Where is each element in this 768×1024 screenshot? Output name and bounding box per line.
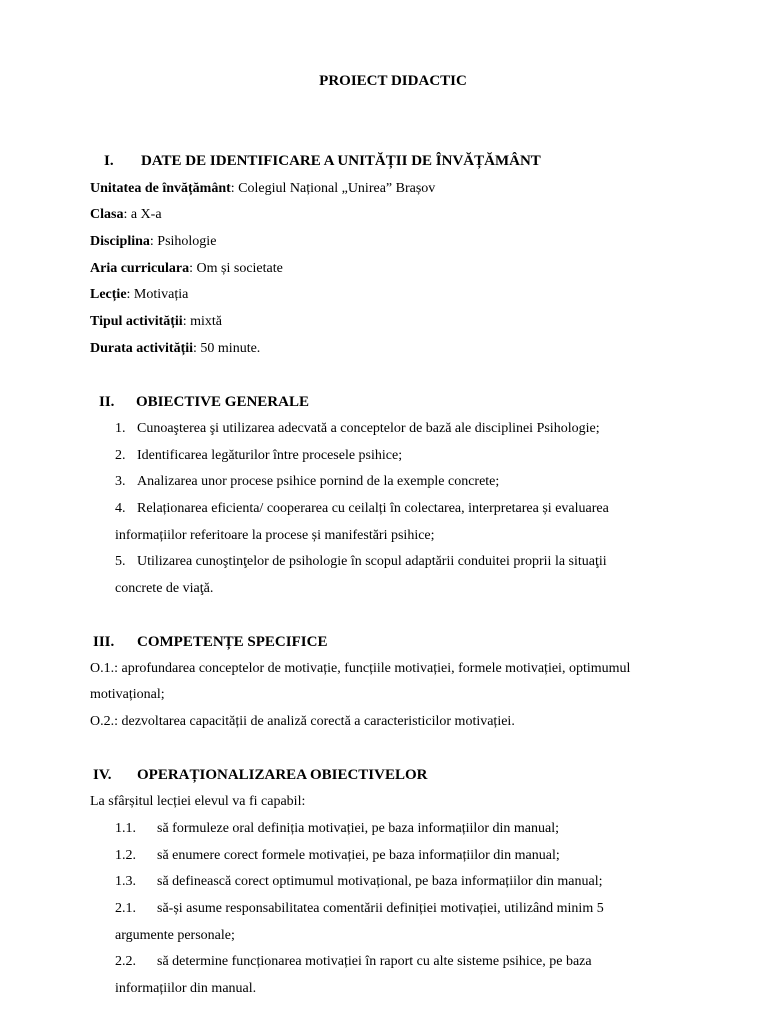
item-number: 1.3. [115, 874, 136, 889]
info-value: : mixtă [182, 314, 222, 329]
list-item [115, 901, 604, 917]
info-label: Durata activității [90, 341, 194, 356]
info-label: Unitatea de învățământ [90, 181, 231, 196]
item-number: 1.2. [115, 848, 136, 863]
section-number: III. [93, 634, 115, 650]
item-text: să enumere corect formele motivației, pe baza informațiilor din manual; [157, 848, 560, 863]
info-row-lectie [90, 287, 188, 303]
list-item-continuation: argumente personale; [115, 928, 235, 943]
info-label: Aria curriculara [90, 261, 190, 276]
section-title: COMPETENȚE SPECIFICE [137, 634, 328, 650]
info-value: : Om și societate [189, 261, 283, 276]
item-text: Analizarea unor procese psihice pornind de la exemple concrete; [137, 474, 500, 489]
info-value: : a X-a [123, 207, 162, 222]
info-label: Tipul activității [90, 314, 183, 329]
competence-line: O.1.: aprofundarea conceptelor de motivație, funcțiile motivației, formele motivației, optimumul [90, 661, 631, 676]
info-label: Clasa [90, 207, 124, 222]
list-item [115, 848, 560, 864]
item-number: 2.2. [115, 954, 136, 969]
list-item-continuation: informațiilor din manual. [115, 981, 257, 996]
list-item [115, 501, 609, 517]
info-label: Disciplina [90, 234, 150, 249]
section-title: DATE DE IDENTIFICARE A UNITĂȚII DE ÎNVĂȚĂMÂNT [141, 153, 541, 169]
section-number: II. [99, 394, 115, 410]
list-item [115, 474, 499, 490]
competence-line: motivațional; [90, 687, 165, 702]
item-number: 2.1. [115, 901, 136, 916]
item-number: 1. [115, 421, 126, 436]
item-number: 2. [115, 448, 126, 463]
section-title: OBIECTIVE GENERALE [136, 394, 309, 410]
list-item [115, 874, 603, 890]
section-title: OPERAȚIONALIZAREA OBIECTIVELOR [137, 767, 428, 783]
info-row-unitate [90, 181, 435, 197]
info-value: : Psihologie [149, 234, 217, 249]
item-number: 1.1. [115, 821, 136, 836]
item-number: 3. [115, 474, 126, 489]
item-text: Utilizarea cunoştinţelor de psihologie în scopul adaptării conduitei proprii la situaţii [137, 554, 607, 569]
document-title: PROIECT DIDACTIC [319, 73, 467, 89]
item-text: să-și asume responsabilitatea comentării definiției motivației, utilizând minim 5 [157, 901, 604, 916]
info-row-clasa [90, 207, 162, 223]
info-value: : Motivația [126, 287, 189, 302]
info-value: : 50 minute. [193, 341, 261, 356]
section-number: IV. [93, 767, 112, 783]
item-text: Identificarea legăturilor între procesele psihice; [137, 448, 403, 463]
item-text: să determine funcționarea motivației în raport cu alte sisteme psihice, pe baza [157, 954, 592, 969]
list-item [115, 554, 607, 570]
objectives-intro: La sfârșitul lecției elevul va fi capabil: [90, 794, 306, 809]
item-number: 5. [115, 554, 126, 569]
section-number: I. [104, 153, 114, 169]
list-item [115, 421, 600, 437]
info-row-tipul [90, 314, 222, 330]
item-text: să definească corect optimumul motivațional, pe baza informațiilor din manual; [157, 874, 603, 889]
list-item [115, 448, 402, 464]
competence-line: O.2.: dezvoltarea capacității de analiză corectă a caracteristicilor motivației. [90, 714, 515, 729]
list-item-continuation: informațiilor referitoare la procese și manifestări psihice; [115, 528, 435, 543]
info-label: Lecție [90, 287, 127, 302]
item-text: Relaționarea eficienta/ cooperarea cu ceilalți în colectarea, interpretarea și evaluarea [137, 501, 609, 516]
list-item-continuation: concrete de viaţă. [115, 581, 214, 596]
item-text: să formuleze oral definiția motivației, pe baza informațiilor din manual; [157, 821, 559, 836]
item-text: Cunoaşterea şi utilizarea adecvată a conceptelor de bază ale disciplinei Psihologie; [137, 421, 600, 436]
info-row-durata [90, 341, 260, 357]
list-item [115, 821, 559, 837]
info-row-aria [90, 261, 283, 277]
info-row-disciplina [90, 234, 216, 250]
item-number: 4. [115, 501, 126, 516]
info-value: : Colegiul Național „Unirea” Brașov [230, 181, 436, 196]
list-item [115, 954, 592, 970]
